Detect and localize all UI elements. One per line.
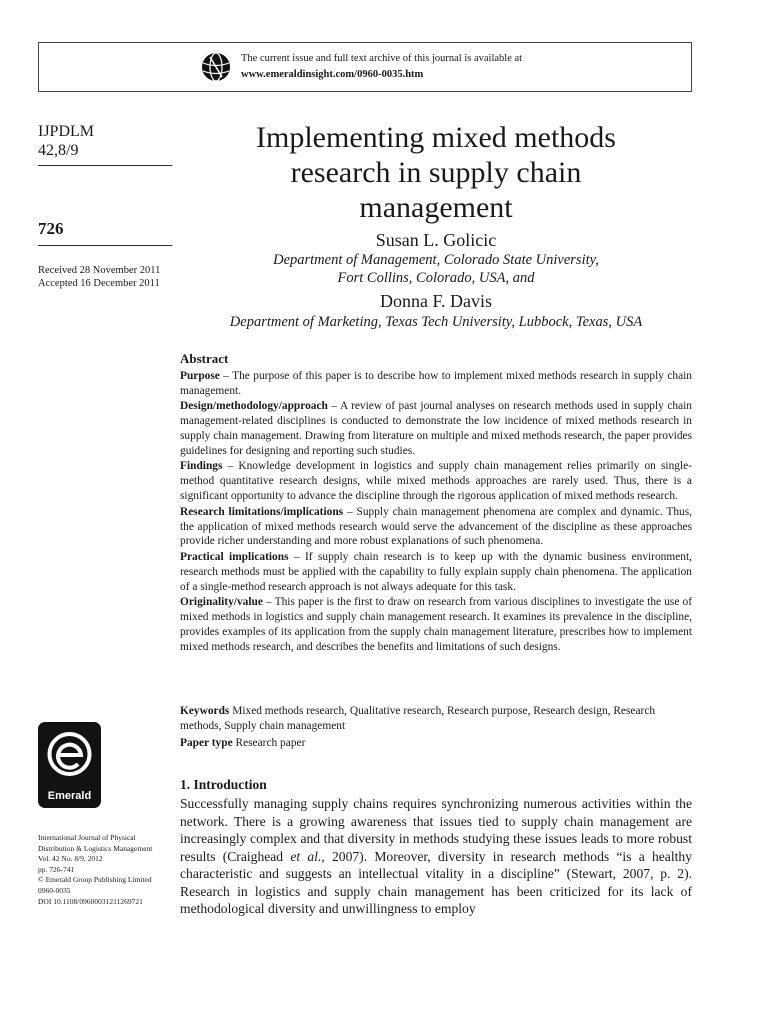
received-date: Received 28 November 2011 <box>38 265 161 276</box>
globe-icon <box>201 52 231 82</box>
abstract-limitations <box>180 505 692 550</box>
abstract-text: – A review of past journal analyses on research methods used in supply chain management-related disciplines is conducted to demonstrate the low incidence of mixed methods research in supply chain management. Drawing from literature on multiple and mixed methods research, the paper provides guidelines for designing and reporting such studies. <box>180 400 692 458</box>
abstract-design <box>180 399 692 459</box>
abstract-label: Purpose <box>180 370 220 382</box>
paragraph-italic: et al. <box>290 848 322 864</box>
accepted-date: Accepted 16 December 2011 <box>38 278 160 289</box>
abstract-text: – Supply chain management phenomena are complex and dynamic. Thus, the application of mixed methods research would serve the advancement of the discipline as these approaches provide richer understanding and more robust explanations of such phenomena. <box>180 505 692 548</box>
abstract-practical <box>180 550 692 595</box>
pubinfo-line: 0960-0035 <box>38 885 71 895</box>
paragraph-text: Successfully managing supply chains requires synchronizing numerous activities within the network. There is a growing awareness that issues tied to supply chain management are increasingly complex and that diversity in methods studying these issues leads to more robust results (Craighead <box>180 796 692 864</box>
paper-type-text: Research paper <box>232 737 306 749</box>
emerald-logo <box>38 722 101 808</box>
journal-abbreviation: IJPDLM <box>38 123 95 140</box>
abstract-text: – Knowledge development in logistics and supply chain management relies primarily on single-method quantitative research designs, while mixed methods approaches are rarely used. Thus, there is a significant opportunity to advance the discipline through the rigorous application of mixed methods research. <box>180 460 692 503</box>
keywords-label: Keywords <box>180 705 230 717</box>
abstract-label: Practical implications <box>180 550 289 563</box>
abstract-label: Originality/value <box>180 596 263 609</box>
intro-paragraph <box>180 795 692 918</box>
logo-text: Emerald <box>47 790 92 802</box>
author-affiliation: Fort Collins, Colorado, USA, and <box>337 270 535 286</box>
abstract-body <box>180 369 692 655</box>
abstract-heading: Abstract <box>180 351 229 366</box>
abstract-label: Research limitations/implications <box>180 505 344 518</box>
abstract-label: Design/methodology/approach <box>180 400 328 413</box>
pubinfo-line: pp. 726-741 <box>38 864 75 874</box>
author-affiliation: Department of Marketing, Texas Tech University, Lubbock, Texas, USA <box>229 314 643 330</box>
pubinfo-line: Distribution & Logistics Management <box>38 843 153 853</box>
title-line: Implementing mixed methods <box>256 121 616 154</box>
keywords-text: Mixed methods research, Qualitative research, Research purpose, Research design, Research methods, Supply chain management <box>180 705 656 732</box>
divider <box>38 165 172 166</box>
title-line: research in supply chain <box>290 156 582 189</box>
author-affiliation: Department of Management, Colorado State University, <box>273 252 599 268</box>
paragraph-text: , 2007). Moreover, diversity in research methods “is a healthy characteristic and suggests an intellectual vitality in a discipline” (Stewart, 2007, p. 2). Research in logistics and supply chain management has been criticized for its lack of methodological diversity and unwillingness to employ <box>180 848 692 916</box>
pubinfo-line: Vol. 42 No. 8/9, 2012 <box>38 854 103 864</box>
abstract-findings <box>180 459 692 504</box>
section-heading: 1. Introduction <box>180 777 267 792</box>
header-box <box>38 42 692 92</box>
pubinfo-doi[interactable]: DOI 10.1108/09600031211269721 <box>38 896 143 906</box>
abstract-text: – This paper is the first to draw on research from various disciplines to investigate the use of mixed methods in logistics and supply chain management research. It examines its prevalence in the discipline, provides examples of its application from the supply chain management literature, prescribes how to implement mixed methods research, and describes the benefits and limitations of such designs. <box>180 596 692 653</box>
paragraph <box>180 795 692 918</box>
page-number: 726 <box>38 219 64 238</box>
paper-type <box>180 737 692 749</box>
journal-volume: 42,8/9 <box>38 142 79 159</box>
keywords <box>180 704 692 734</box>
abstract-originality <box>180 595 692 655</box>
pubinfo-line: International Journal of Physical <box>38 833 136 842</box>
archive-url[interactable]: www.emeraldinsight.com/0960-0035.htm <box>241 69 424 80</box>
paper-type-label: Paper type <box>180 737 233 749</box>
author-name: Donna F. Davis <box>379 291 493 311</box>
publication-info <box>38 833 178 907</box>
abstract-text: – If supply chain research is to keep up with the dynamic business environment, research methods must be applied with the capability to fully explain supply chain phenomena. The application of a single-method research approach is not always adequate for this task. <box>180 550 692 593</box>
archive-notice: The current issue and full text archive of this journal is available at <box>241 53 523 64</box>
title-line: management <box>359 191 513 224</box>
author-name: Susan L. Golicic <box>375 230 497 250</box>
article-title <box>180 120 692 225</box>
pubinfo-line: © Emerald Group Publishing Limited <box>38 875 152 885</box>
abstract-text: – The purpose of this paper is to describe how to implement mixed methods research in supply chain management. <box>180 370 692 397</box>
divider <box>38 245 172 246</box>
abstract-purpose <box>180 369 692 399</box>
abstract-label: Findings <box>180 460 223 473</box>
